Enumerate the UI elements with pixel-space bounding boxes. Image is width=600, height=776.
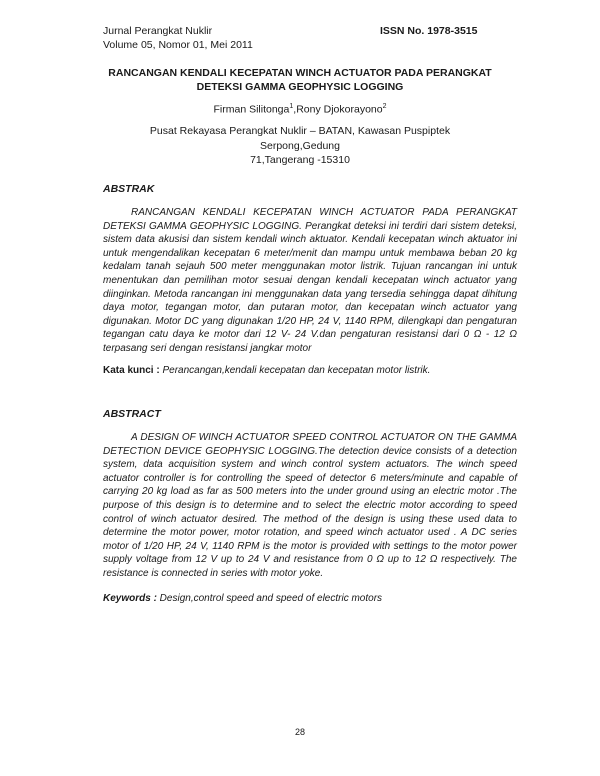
affiliation-line-1: Pusat Rekayasa Perangkat Nuklir – BATAN, Kawasan Puspiptek Serpong,Gedung — [149, 125, 451, 152]
journal-volume: Volume 05, Nomor 01, Mei 2011 — [103, 38, 253, 51]
abstract-keywords — [103, 592, 517, 606]
affiliation-line-2: 71,Tangerang -15310 — [250, 154, 350, 166]
abstract-body: A DESIGN OF WINCH ACTUATOR SPEED CONTROL ACTUATOR ON THE GAMMA DETECTION DEVICE GEOPHYSIC LOGGING.The detection device consists of a detection system, data acquisition system and winch control system actuators. The winch speed actuator controller is for controlling the speed of detector 6 meters/minute and capable of carrying 20 kg load as far as 500 meters into the under ground using an electric motor .The purpose of this design is to determine and to select the electric motor according to speed control of winch actuator desired. The method of the design is using these used data to determine the motor power, motor rotation, and speed winch actuator used . A DC series motor of 1/20 HP, 24 V, 1140 RPM is the motor is provided with settings to the motor power supply voltage from 12 V up to 24 V and resistance from 0 Ω up to 12 Ω respectively. The resistance is connected in series with motor yoke. — [103, 432, 517, 579]
abstrak-keywords — [103, 364, 517, 378]
abstrak-heading: ABSTRAK — [103, 183, 155, 195]
abstrak-keywords-label: Kata kunci : — [103, 365, 160, 376]
page-number: 28 — [294, 727, 305, 737]
abstract-keywords-label: Keywords : — [103, 593, 157, 604]
author-1-affil: 1 — [289, 103, 294, 110]
author-2-affil: 2 — [382, 103, 387, 110]
paper-title — [100, 66, 500, 94]
issn: ISSN No. 1978-3515 — [380, 25, 478, 37]
author-separator: , — [293, 103, 297, 116]
author-1: Firman Silitonga — [213, 103, 290, 116]
title-line-1: RANCANGAN KENDALI KECEPATAN WINCH ACTUATOR PADA PERANGKAT — [108, 67, 492, 79]
abstract-heading: ABSTRACT — [103, 408, 161, 420]
abstrak-body: RANCANGAN KENDALI KECEPATAN WINCH ACTUATOR PADA PERANGKAT DETEKSI GAMMA GEOPHYSIC LOGGING. Perangkat deteksi ini terdiri dari sistem deteksi, sistem data akusisi dan sistem kendali winch aktuator. Kendali kecepatan winch aktuator ini untuk mengendalikan kecepatan 6 meter/menit dan mampu untuk membawa beban 20 kg kedalam tanah sejauh 500 meter menggunakan motor listrik. Tujuan rancangan ini untuk menentukan dan pemilihan motor sesuai dengan kendali kecepatan winch actuator yang diinginkan. Metoda rancangan ini menggunakan data yang tersedia sehingga dapat dihitung daya motor, tegangan motor, dan putaran motor, dan kecepatan winch actuator yang digunakan. Motor DC yang digunakan 1/20 HP, 24 V, 1140 RPM, dilengkapi dan pengaturan tegangan catu daya ke motor dari 12 V- 24 V.dan pengaturan resistansi dari 0 Ω - 12 Ω terpasang seri dengan resistansi jangkar motor — [103, 207, 517, 354]
author-2: Rony Djokorayono — [296, 103, 383, 116]
abstrak-keywords-text: Perancangan,kendali kecepatan dan kecepatan motor listrik. — [159, 365, 431, 376]
title-line-2: DETEKSI GAMMA GEOPHYSIC LOGGING — [196, 81, 404, 93]
journal-header — [103, 25, 253, 52]
journal-name: Jurnal Perangkat Nuklir — [103, 25, 213, 37]
affiliation — [110, 124, 490, 168]
authors — [100, 100, 500, 117]
abstract-keywords-text: Design,control speed and speed of electric motors — [156, 593, 383, 604]
